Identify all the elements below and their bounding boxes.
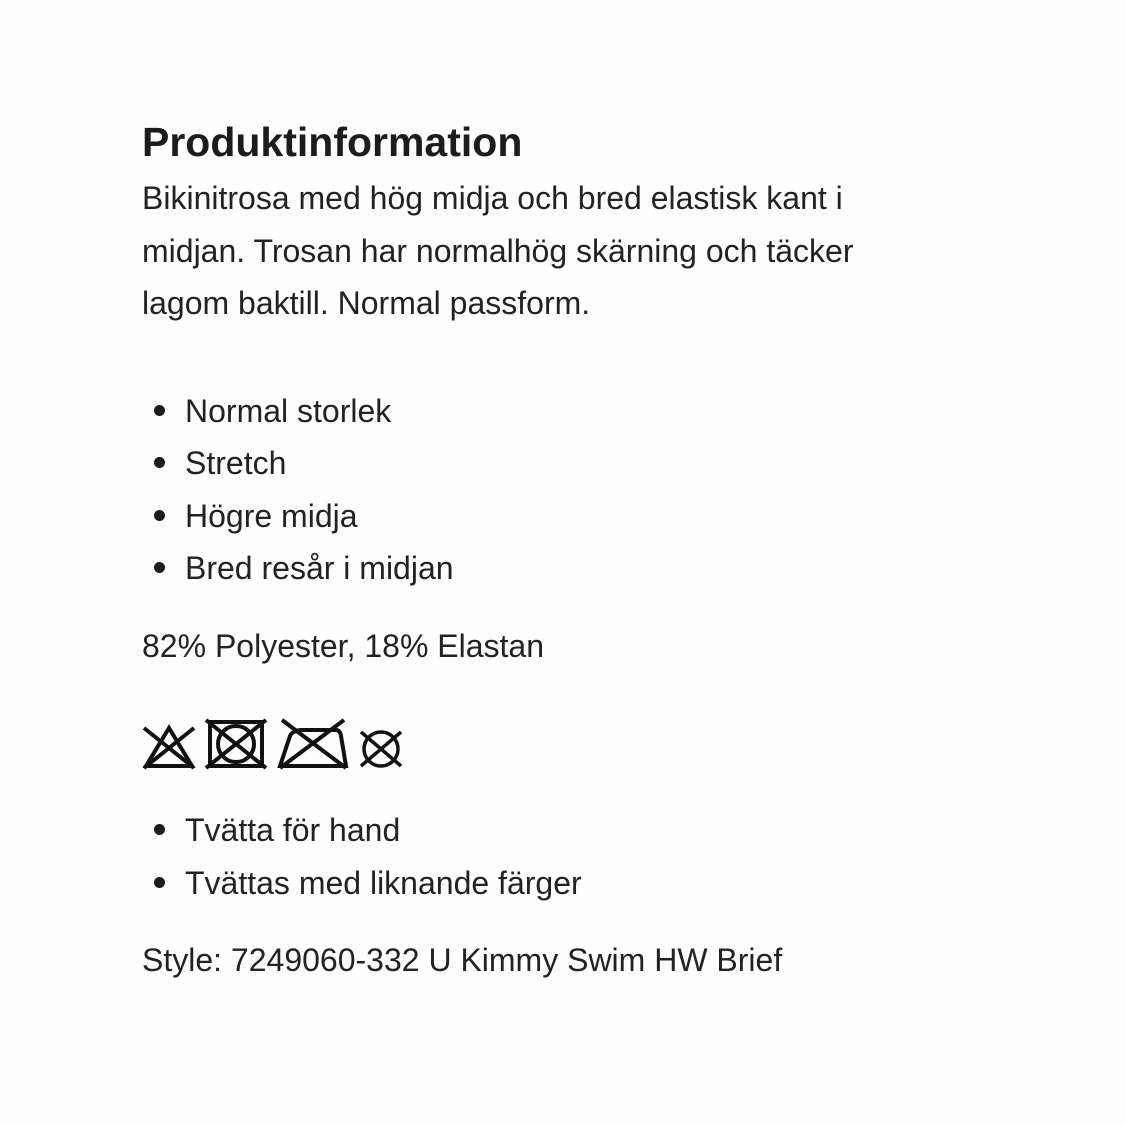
do-not-iron-icon	[276, 718, 350, 770]
list-item	[142, 437, 942, 490]
feature-label: Stretch	[185, 445, 287, 481]
do-not-tumble-dry-icon	[204, 718, 268, 770]
feature-label: Bred resår i midjan	[185, 550, 454, 586]
bullet-icon	[154, 457, 165, 468]
do-not-bleach-icon	[142, 720, 196, 770]
care-instructions-list	[142, 804, 942, 909]
bullet-icon	[154, 877, 165, 888]
do-not-dry-clean-icon	[358, 728, 404, 770]
care-label: Tvättas med liknande färger	[185, 864, 582, 901]
section-title: Produktinformation	[142, 119, 523, 165]
bullet-icon	[154, 405, 165, 416]
feature-label: Normal storlek	[185, 392, 392, 429]
care-symbols	[142, 712, 942, 770]
feature-list	[142, 385, 942, 595]
care-label: Tvätta för hand	[185, 812, 401, 848]
material-composition: 82% Polyester, 18% Elastan	[142, 627, 545, 664]
list-item	[142, 542, 942, 595]
feature-label: Högre midja	[185, 497, 358, 534]
list-item	[142, 490, 942, 543]
style-number: Style: 7249060-332 U Kimmy Swim HW Brief	[142, 942, 783, 978]
list-item	[142, 804, 942, 857]
list-item	[142, 385, 942, 438]
bullet-icon	[154, 510, 165, 521]
list-item	[142, 857, 942, 910]
bullet-icon	[154, 562, 165, 573]
product-description: Bikinitrosa med hög midja och bred elastisk kant i midjan. Trosan har normalhög skärning och täcker lagom baktill. Normal passform.	[142, 180, 854, 321]
product-info-section	[142, 112, 942, 987]
bullet-icon	[154, 824, 165, 835]
